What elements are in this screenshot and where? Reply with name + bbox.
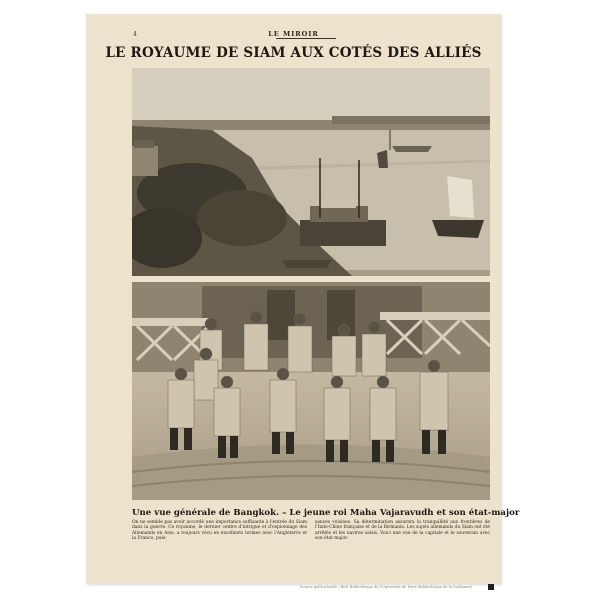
photo-caption — [132, 508, 520, 558]
caption-body — [132, 520, 490, 542]
bangkok-photo — [132, 68, 490, 276]
running-head: LE MIROIR — [268, 30, 319, 38]
caption-column-1: On ne semble pas avoir accordé une importance suffisante à l'entrée du Siam dans la guerre. Ce royaume, le dernier centre d'intrigue et d'espionnage des Allemands en Asie, a toujours vécu en excellents termes avec l'Angleterre et la France, puis- — [132, 520, 307, 542]
page-title: LE ROYAUME DE SIAM AUX COTÉS DES ALLIÉS — [105, 45, 482, 61]
page-number: 4 — [133, 31, 137, 38]
bangkok-scene — [132, 68, 490, 276]
header-rule — [276, 38, 336, 39]
caption-column-2: sances voisines. Sa détermination assurera la tranquillité aux frontières de l'Indo-Chine française et de la Birmanie. Les sujets allemands du Siam ont été arrêtés et les navires saisis. Voici une vue de la capitale et le souverain avec son état-major. — [315, 520, 490, 542]
corner-mark — [488, 584, 494, 590]
source-credit: Source gallica.bnf.fr / BnF, Bibliothèque de l'Université de Paris (bibliothèque de la Sorbonne) — [300, 585, 473, 589]
group-portrait-scene — [132, 282, 490, 500]
caption-headline: Une vue générale de Bangkok. – Le jeune roi Maha Vajaravudh et son état-major — [132, 508, 520, 518]
king-staff-photo — [132, 282, 490, 500]
